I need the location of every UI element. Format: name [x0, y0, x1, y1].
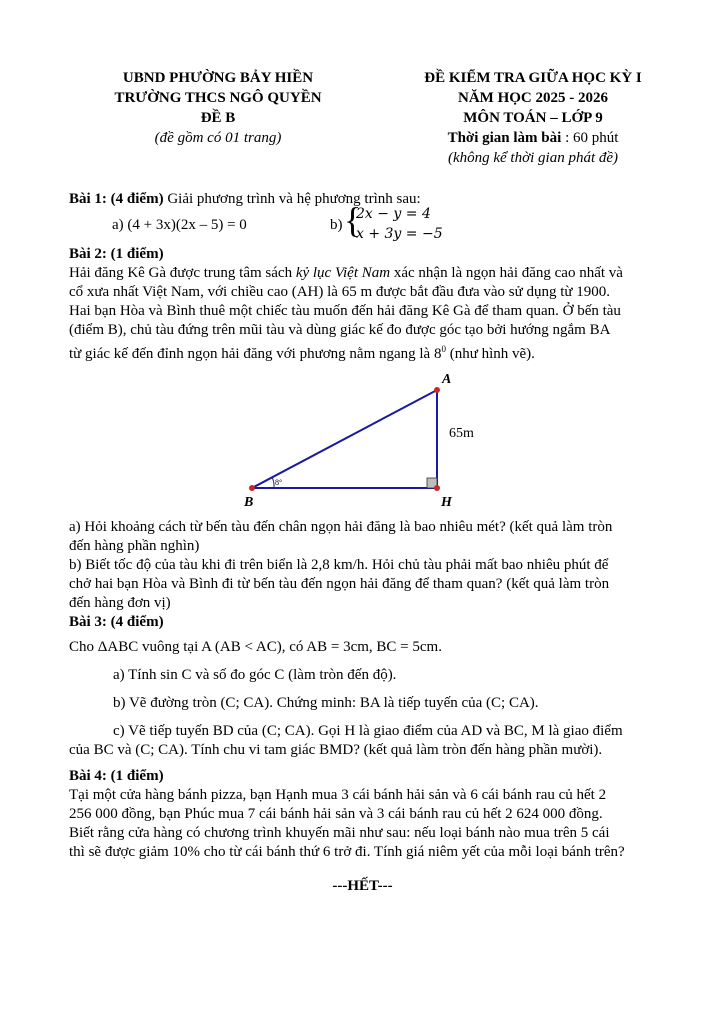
bai2-line3: Hai bạn Hòa và Bình thuê một chiếc tàu muốn đến hải đăng Kê Gà để tham quan. Ở bến tàu — [69, 303, 621, 319]
point-h — [434, 485, 440, 491]
point-a — [434, 387, 440, 393]
label-angle: 8° — [275, 478, 283, 487]
page-count-note: (đề gồm có 01 trang) — [154, 130, 282, 146]
school-name: TRƯỜNG THCS NGÔ QUYỀN — [114, 90, 322, 106]
bai3-title: Bài 3: (4 điểm) — [69, 614, 164, 630]
bai4-line1: Tại một cửa hàng bánh pizza, bạn Hạnh mua 3 cái bánh hải sản và 6 cái bánh rau củ hết 2 — [69, 787, 607, 803]
bai4-line4: thì sẽ được giảm 10% cho từ cái bánh thứ 6 trở đi. Tính giá niêm yết của mỗi loại bánh trên? — [69, 844, 625, 860]
subject: MÔN TOÁN – LỚP 9 — [463, 110, 603, 126]
bai2-line2: cổ xưa nhất Việt Nam, với chiều cao (AH) là 65 m được bắt đầu đưa vào sử dụng từ 1900. — [69, 284, 611, 300]
system-eq1: 2x − y = 4 — [356, 206, 431, 222]
time-note: (không kể thời gian phát đề) — [447, 150, 619, 166]
bai4-title: Bài 4: (1 điểm) — [69, 768, 164, 784]
bai1-title: Bài 1: (4 điểm) — [69, 191, 164, 207]
exam-title: ĐỀ KIỂM TRA GIỮA HỌC KỲ I — [424, 70, 642, 86]
bai1-a: a) (4 + 3x)(2x – 5) = 0 — [112, 217, 247, 233]
bai2-line1: Hải đăng Kê Gà được trung tâm sách kỷ lục Việt Nam xác nhận là ngọn hải đăng cao nhất và — [69, 265, 623, 281]
bai2-qa-line1: a) Hỏi khoảng cách từ bến tàu đến chân ngọn hải đăng là bao nhiêu mét? (kết quả làm tròn — [69, 519, 613, 535]
label-h: H — [441, 495, 452, 510]
bai3-a: a) Tính sin C và số đo góc C (làm tròn đến độ). — [113, 667, 397, 683]
bai2-title: Bài 2: (1 điểm) — [69, 246, 164, 262]
bai4-text — [69, 767, 669, 862]
bai1-intro: Giải phương trình và hệ phương trình sau: — [163, 191, 421, 207]
bai2-qb-line3: đến hàng đơn vị) — [69, 595, 171, 611]
exam-version: ĐỀ B — [200, 110, 236, 126]
angle-arc — [272, 477, 274, 488]
bai2-questions — [69, 518, 669, 632]
bai2-line5: từ giác kế đến đỉnh ngọn hải đăng với phương nằm ngang là $8^0$ (như hình vẽ). — [69, 344, 535, 362]
label-height: 65m — [449, 426, 474, 441]
end-marker: ---HẾT--- — [332, 878, 393, 894]
system-eq2: x + 3y = −5 — [356, 226, 443, 242]
bai4-line3: Biết rằng cửa hàng có chương trình khuyến mãi như sau: nếu loại bánh nào mua trên 5 cái — [69, 825, 610, 841]
segment-ba — [252, 390, 437, 488]
bai2-qb-line1: b) Biết tốc độ của tàu khi đi trên biển là 2,8 km/h. Hỏi chủ tàu phải mất bao nhiêu phút để — [69, 557, 609, 573]
bai2-line4: (điểm B), chủ tàu đứng trên mũi tàu và dùng giác kế đo được góc tạo bởi hướng ngắm BA — [69, 322, 611, 338]
bai4-line2: 256 000 đồng, bạn Phúc mua 7 cái bánh hải sản và 3 cái bánh rau củ hết 2 624 000 đồng. — [69, 806, 603, 822]
bai2-qb-line2: chở hai bạn Hòa và Bình đi từ bến tàu đến ngọn hải đăng để tham quan? (kết quả làm tròn — [69, 576, 610, 592]
bai3-c-line1: c) Vẽ tiếp tuyến BD của (C; CA). Gọi H là giao điểm của AD và BC, M là giao điểm — [113, 723, 623, 739]
time-limit: Thời gian làm bài : 60 phút — [447, 130, 619, 146]
bai3-c-line2: của BC và (C; CA). Tính chu vi tam giác BMD? (kết quả làm tròn đến hàng phần mười). — [69, 742, 603, 758]
label-a: A — [442, 372, 452, 387]
point-b — [249, 485, 255, 491]
bai3-b: b) Vẽ đường tròn (C; CA). Chứng minh: BA là tiếp tuyến của (C; CA). — [113, 695, 539, 711]
bai1-b-label: b) — [330, 217, 343, 233]
district-name: UBND PHƯỜNG BẢY HIỀN — [122, 70, 314, 86]
system-brace: { — [344, 200, 362, 240]
school-year: NĂM HỌC 2025 - 2026 — [458, 90, 608, 106]
bai2-qa-line2: đến hàng phần nghìn) — [69, 538, 200, 554]
bai3-intro: Cho ΔABC vuông tại A (AB < AC), có AB = 3cm, BC = 5cm. — [69, 639, 442, 655]
label-b: B — [244, 495, 254, 510]
